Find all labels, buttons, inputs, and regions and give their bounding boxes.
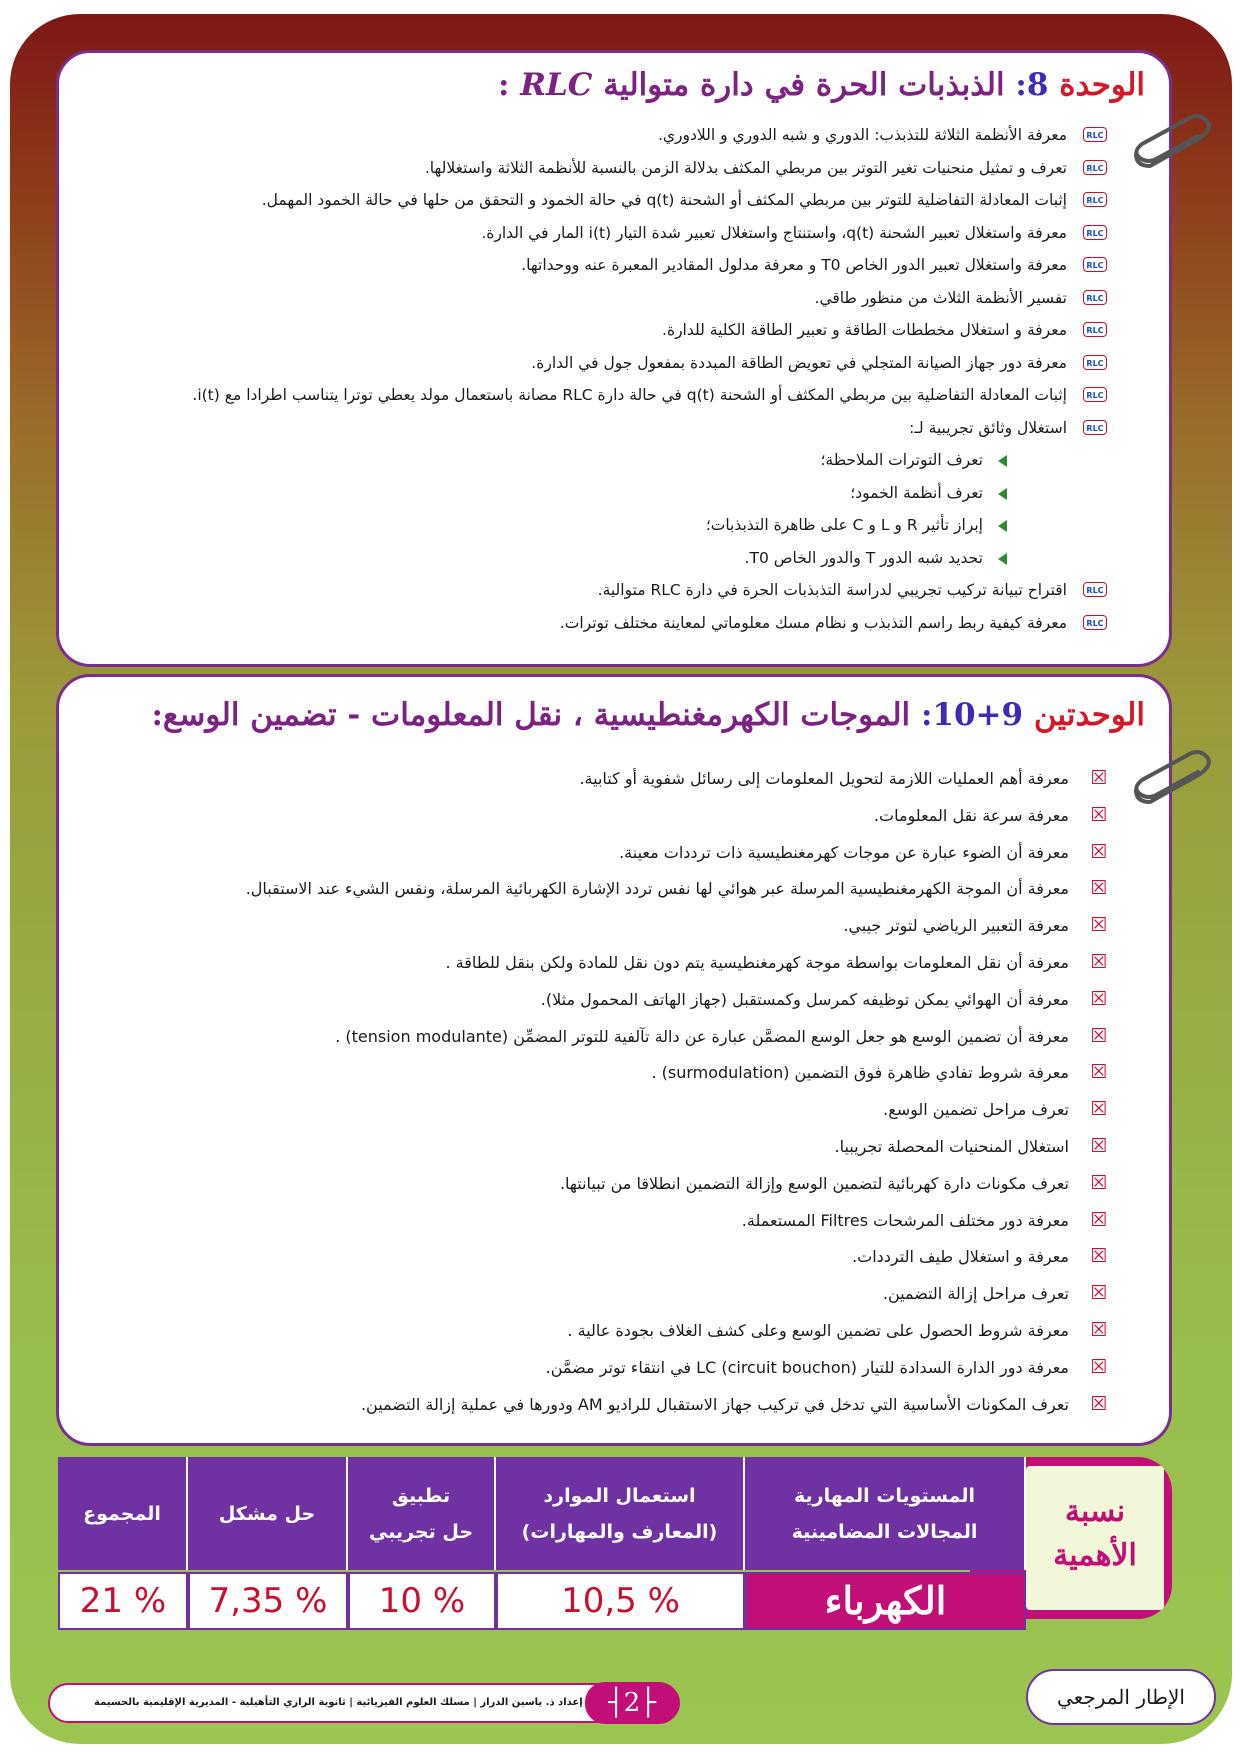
objective-text: معرفة دور مختلف المرشحات Filtres المستعملة. (741, 1210, 1069, 1230)
importance-label-line1: نسبة (1064, 1494, 1126, 1529)
header-resources (496, 1457, 745, 1570)
header-total-line1: المجموع (83, 1502, 161, 1525)
check-bullet-icon: ☒ (1090, 1355, 1108, 1378)
objective-text: معرفة التعبير الرياضي لتوتر جيبي. (843, 916, 1069, 936)
objective-text: معرفة أن الهوائي يمكن توظيفه كمرسل وكمستقبل (جهاز الهاتف المحمول مثلا). (540, 989, 1069, 1009)
value-application: 10 % (348, 1572, 496, 1630)
rlc-bullet-icon: RLC (1083, 615, 1107, 630)
check-bullet-icon: ☒ (1090, 987, 1108, 1010)
triangle-bullet-icon (998, 488, 1007, 500)
objective-text: معرفة و استغلال مخططات الطاقة و تعبير الطاقة الكلية للدارة. (662, 321, 1067, 339)
rlc-bullet-icon: RLC (1083, 322, 1107, 337)
objective-text: تعرف مراحل تضمين الوسع. (883, 1100, 1069, 1120)
objective-item (59, 1092, 1169, 1129)
sub-objective-item (59, 477, 1169, 510)
page-number-value: 2 (623, 1688, 641, 1718)
objective-text: تعرف و تمثيل منحنيات تغير التوتر بين مربطي المكثف بدلالة الزمن بالنسبة للأنظمة الثلاثة واستغلالها. (424, 158, 1067, 177)
objective-item (59, 761, 1169, 798)
value-problem: 7,35 % (188, 1572, 348, 1630)
paperclip-icon (1128, 750, 1218, 810)
paperclip-icon (1128, 114, 1218, 174)
sub-objective-item (59, 509, 1169, 542)
objective-text: معرفة أن الضوء عبارة عن موجات كهرمغنطيسية ذات ترددات معينة. (619, 842, 1069, 862)
check-bullet-icon: ☒ (1090, 950, 1108, 973)
check-bullet-icon: ☒ (1090, 840, 1108, 863)
unit9-10-number: 9+10: (920, 697, 1024, 733)
objective-text: معرفة أن الموجة الكهرمغنطيسية المرسلة عبر هوائي لها نفس تردد الإشارة الكهربائية المرسلة، ونفس الشيء عند الاستقبال. (245, 879, 1069, 899)
objective-item (59, 184, 1169, 217)
objective-text: معرفة أن نقل المعلومات بواسطة موجة كهرمغنطيسية يتم دون نقل للمادة ولكن بنقل للطاقة . (445, 952, 1069, 972)
header-skill-levels-line2: المجالات المضامينية (791, 1520, 978, 1543)
unit9-10-title (151, 697, 1145, 733)
importance-label-line2: الأهمية (1053, 1538, 1137, 1573)
value-resources: 10,5 % (496, 1572, 745, 1630)
rlc-bullet-icon: RLC (1083, 225, 1107, 240)
objective-item (59, 1239, 1169, 1276)
check-bullet-icon: ☒ (1090, 1245, 1108, 1268)
objective-item (59, 1203, 1169, 1240)
rlc-bullet-icon: RLC (1083, 160, 1107, 175)
objective-text: معرفة أن تضمين الوسع هو جعل الوسع المضمَّن عبارة عن دالة تآلفية للتوتر المضمِّن (tension modulante) . (335, 1026, 1069, 1046)
header-problem-solving (188, 1457, 348, 1570)
rlc-bullet-icon: RLC (1083, 582, 1107, 597)
objective-text: معرفة كيفية ربط راسم التذبذب و نظام مسك معلوماتي لمعاينة مختلف توترات. (559, 613, 1067, 632)
unit9-10-title-text: الموجات الكهرمغنطيسية ، نقل المعلومات - تضمين الوسع: (151, 697, 911, 733)
sub-objective-text: إبراز تأثير R و L و C على ظاهرة التذبذبات؛ (705, 516, 983, 534)
check-bullet-icon: ☒ (1090, 1098, 1108, 1121)
objective-text: معرفة و استغلال طيف الترددات. (852, 1247, 1069, 1267)
objective-text: معرفة سرعة نقل المعلومات. (873, 805, 1069, 825)
unit8-panel (56, 50, 1172, 667)
check-bullet-icon: ☒ (1090, 1282, 1108, 1305)
objective-item (59, 1387, 1169, 1424)
objective-item (59, 835, 1169, 872)
check-bullet-icon: ☒ (1090, 877, 1108, 900)
header-resources-line2: (المعارف والمهارات) (521, 1520, 718, 1543)
objective-text: معرفة شروط تفادي ظاهرة فوق التضمين (surmodulation) . (651, 1063, 1069, 1083)
check-bullet-icon: ☒ (1090, 1024, 1108, 1047)
objective-text: تعرف مكونات دارة كهربائية لتضمين الوسع وإزالة التضمين انطلاقا من تبيانتها. (559, 1173, 1069, 1193)
objective-text: اقتراح تبيانة تركيب تجريبي لدراسة التذبذبات الحرة في دارة RLC متوالية. (597, 581, 1067, 599)
objective-item (59, 119, 1169, 152)
rlc-bullet-icon: RLC (1083, 355, 1107, 370)
domain-electricity: الكهرباء (745, 1572, 1026, 1630)
triangle-bullet-icon (998, 520, 1007, 532)
header-resources-line1: استعمال الموارد (543, 1484, 696, 1507)
objective-item (59, 412, 1169, 445)
rlc-bullet-icon: RLC (1083, 127, 1107, 142)
rlc-bullet-icon: RLC (1083, 257, 1107, 272)
objective-item (59, 982, 1169, 1019)
sub-objective-text: تحديد شبه الدور T والدور الخاص T0. (744, 548, 983, 567)
header-application-line1: تطبيق (391, 1484, 451, 1507)
check-bullet-icon: ☒ (1090, 1061, 1108, 1084)
header-application-line2: حل تجريبي (368, 1520, 474, 1543)
unit8-title-colon: : (497, 67, 510, 103)
objective-item (59, 314, 1169, 347)
check-bullet-icon: ☒ (1090, 1392, 1108, 1415)
objective-item (59, 908, 1169, 945)
header-application (348, 1457, 496, 1570)
unit8-title (498, 67, 1145, 103)
header-problem-solving-line1: حل مشكل (218, 1502, 316, 1525)
objective-text: تعرف المكونات الأساسية التي تدخل في تركيب جهاز الاستقبال للراديو AM ودورها في عملية إزالة التضمين. (360, 1394, 1069, 1414)
objective-item (59, 1019, 1169, 1056)
unit8-label: الوحدة (1059, 67, 1145, 103)
objective-item (59, 945, 1169, 982)
objective-text: إثبات المعادلة التفاضلية بين مربطي المكثف أو الشحنة q(t) في حالة دارة RLC مصانة باستعمال مولد يعطي توترا يتناسب اطرادا مع i(t). (192, 386, 1067, 404)
reference-label: الإطار المرجعي (1026, 1669, 1216, 1725)
triangle-bullet-icon (998, 455, 1007, 467)
value-total: 21 % (58, 1572, 188, 1630)
rlc-bullet-icon: RLC (1083, 290, 1107, 305)
objective-item (59, 871, 1169, 908)
check-bullet-icon: ☒ (1090, 914, 1108, 937)
objective-text: معرفة دور الدارة السدادة للتيار LC (circuit bouchon) في انتقاء توتر مضمَّن. (545, 1357, 1069, 1377)
objective-item (59, 574, 1169, 607)
objective-item (59, 347, 1169, 380)
objective-text: تفسير الأنظمة الثلاث من منظور طاقي. (814, 288, 1067, 307)
objective-text: معرفة أهم العمليات اللازمة لتحويل المعلومات إلى رسائل شفوية أو كتابية. (579, 769, 1069, 788)
unit8-objectives-list (59, 119, 1169, 639)
unit8-title-rlc: RLC (520, 67, 593, 103)
sub-objective-item (59, 444, 1169, 477)
header-skill-levels (745, 1457, 1026, 1570)
check-bullet-icon: ☒ (1090, 1134, 1108, 1157)
sub-objective-text: تعرف أنظمة الخمود؛ (850, 483, 983, 502)
objective-item (59, 249, 1169, 282)
objective-text: تعرف مراحل إزالة التضمين. (882, 1284, 1069, 1304)
objective-item (59, 1129, 1169, 1166)
objective-text: معرفة الأنظمة الثلاثة للتذبذب: الدوري و شبه الدوري و اللادوري. (657, 126, 1067, 144)
check-bullet-icon: ☒ (1090, 1208, 1108, 1231)
objective-item (59, 1166, 1169, 1203)
unit8-number: 8: (1015, 67, 1049, 103)
unit9-10-objectives-list (59, 761, 1169, 1423)
objective-item (59, 607, 1169, 640)
check-bullet-icon: ☒ (1090, 1171, 1108, 1194)
check-bullet-icon: ☒ (1090, 803, 1108, 826)
rlc-bullet-icon: RLC (1083, 387, 1107, 402)
header-total (58, 1457, 188, 1570)
objective-text: استغلال المنحنيات المحصلة تجريبيا. (834, 1136, 1069, 1156)
objective-item (59, 379, 1169, 412)
sub-objective-text: تعرف التوترات الملاحظة؛ (820, 451, 983, 469)
header-skill-levels-line1: المستويات المهارية (793, 1484, 976, 1507)
importance-label (1026, 1466, 1164, 1610)
check-bullet-icon: ☒ (1090, 1318, 1108, 1341)
sub-objective-item (59, 542, 1169, 575)
triangle-bullet-icon (998, 553, 1007, 565)
objective-text: استغلال وثائق تجريبية لـ: (909, 418, 1067, 437)
objective-item (59, 1313, 1169, 1350)
footer-credits-text: إعداد ذ. ياسين الدراز | مسلك العلوم الفيزيائية | ثانوية الرازي التأهيلية - المديرية الإقليمية بالحسيمة (94, 1697, 583, 1708)
objective-item (59, 1055, 1169, 1092)
objective-text: معرفة شروط الحصول على تضمين الوسع وعلى كشف الغلاف بجودة عالية . (567, 1320, 1069, 1340)
rlc-bullet-icon: RLC (1083, 192, 1107, 207)
objective-item (59, 798, 1169, 835)
objective-text: معرفة واستغلال تعبير الدور الخاص T0 و معرفة مدلول المقادير المعبرة عنه ووحداتها. (521, 256, 1067, 274)
unit9-10-label: الوحدتين (1033, 697, 1145, 733)
unit9-10-panel (56, 674, 1172, 1446)
objective-text: إثبات المعادلة التفاضلية للتوتر بين مربطي المكثف أو الشحنة q(t) في حالة الخمود و التحقق من حلها في حالة الخمود المهمل. (261, 191, 1067, 209)
objective-item (59, 282, 1169, 315)
objective-item (59, 1276, 1169, 1313)
objective-item (59, 217, 1169, 250)
page-number: ┤2├ (585, 1682, 679, 1724)
rlc-bullet-icon: RLC (1083, 420, 1107, 435)
unit8-title-text: الذبذبات الحرة في دارة متوالية (603, 67, 1005, 103)
objective-text: معرفة واستغلال تعبير الشحنة q(t)، واستنتاج واستغلال تعبير شدة التيار i(t) المار في الدارة. (481, 223, 1067, 242)
check-bullet-icon: ☒ (1090, 767, 1108, 789)
objective-text: معرفة دور جهاز الصيانة المتجلي في تعويض الطاقة المبددة بمفعول جول في الدارة. (531, 353, 1067, 372)
objective-item (59, 1350, 1169, 1387)
objective-item (59, 152, 1169, 185)
